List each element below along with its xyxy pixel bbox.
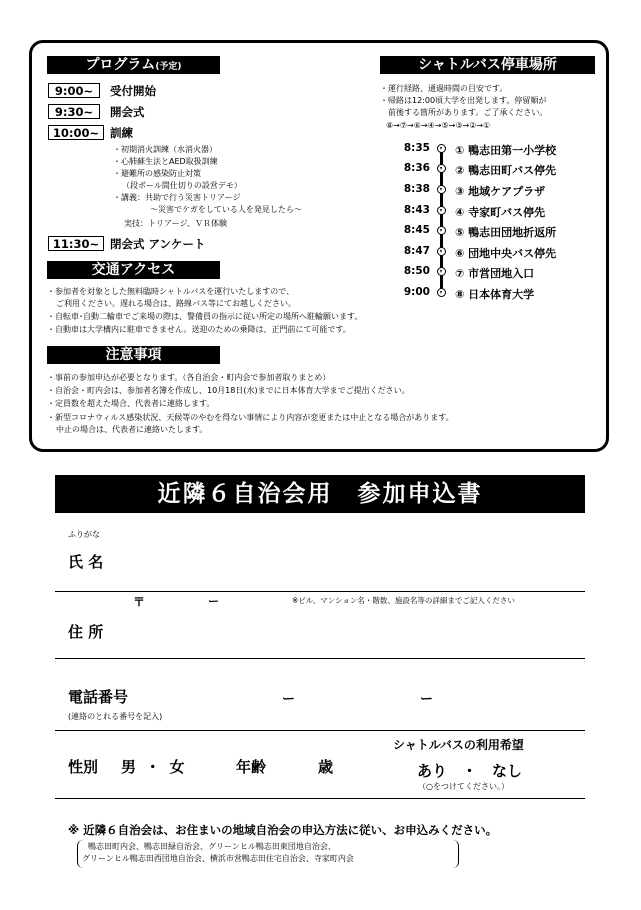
furigana-label: ふりがな bbox=[68, 530, 100, 539]
access-line-1: ・参加者を対象とした無料臨時シャトルバスを運行いたしますので、 bbox=[47, 287, 295, 296]
stop-time-8: 9:00 bbox=[403, 286, 430, 298]
program-item-3: 訓練 bbox=[110, 126, 133, 140]
phone-dash-2: ー bbox=[420, 692, 434, 707]
stop-name-3: ③ 地域ケアプラザ bbox=[455, 185, 546, 198]
access-line-3: ・自転車･自動二輪車でご来場の際は、警備員の指示に従い所定の場所へ駐輪願います。 bbox=[47, 312, 363, 321]
stop-time-7: 8:50 bbox=[403, 265, 430, 277]
gender-label: 性別 bbox=[68, 758, 99, 776]
notes-line-1: ・事前の参加申込が必要となります。（各自治会・町内会で参加者取りまとめ） bbox=[47, 373, 331, 382]
stop-marker-7 bbox=[437, 267, 446, 276]
phone-dash-1: ー bbox=[282, 692, 296, 707]
footer-note: ※ 近隣６自治会は、お住まいの地域自治会の申込方法に従い、お申込みください。 bbox=[68, 823, 498, 837]
name-row-divider bbox=[55, 591, 585, 592]
program-header bbox=[47, 56, 220, 74]
shuttle-use-label: シャトルバスの利用希望 bbox=[393, 738, 524, 752]
postal-dash: ー bbox=[208, 595, 219, 608]
stop-name-7: ⑦ 市営団地入口 bbox=[455, 267, 535, 280]
address-label: 住 所 bbox=[68, 623, 104, 641]
access-line-2: ご利用ください。遅れる場合は、路線バス等にてお越しください。 bbox=[56, 299, 296, 308]
training-detail-7: 実技：トリアージ、ＶＲ体験 bbox=[124, 219, 227, 228]
time-box-2: 9:30~ bbox=[48, 104, 100, 119]
stop-name-2: ② 鴨志田町バス停先 bbox=[455, 164, 557, 177]
stop-marker-3 bbox=[437, 185, 446, 194]
program-title: プログラム bbox=[85, 57, 156, 73]
shuttle-note-2: ・帰路は12:00頃大学を出発します。停留順が bbox=[380, 96, 547, 105]
address-note: ※ビル、マンション名・階数、施設名等の詳細までご記入ください bbox=[292, 596, 515, 605]
stop-marker-2 bbox=[437, 164, 446, 173]
training-detail-2: ・心肺蘇生法とAED取扱訓練 bbox=[113, 157, 218, 166]
notes-line-5: 中止の場合は、代表者に連絡いたします。 bbox=[56, 425, 208, 434]
shuttle-note-1: ・運行経路、通過時間の目安です。 bbox=[380, 84, 508, 93]
stop-marker-5 bbox=[437, 226, 446, 235]
program-item-4: 閉会式 アンケート bbox=[110, 237, 206, 251]
phone-label: 電話番号 bbox=[68, 688, 129, 706]
access-line-4: ・自動車は大学構内に駐車できません。送迎のための乗降は、正門前にて可能です。 bbox=[47, 325, 351, 334]
shuttle-use-options[interactable]: あり ・ なし bbox=[417, 762, 523, 780]
time-box-3: 10:00~ bbox=[48, 125, 104, 140]
program-item-2: 開会式 bbox=[110, 105, 145, 119]
training-detail-1: ・初期消火訓練（水消火器） bbox=[113, 145, 217, 154]
stop-time-2: 8:36 bbox=[403, 162, 430, 174]
program-item-1: 受付開始 bbox=[110, 84, 156, 98]
time-box-1: 9:00~ bbox=[48, 83, 100, 98]
gender-row-divider bbox=[55, 798, 585, 799]
stop-time-5: 8:45 bbox=[403, 224, 430, 236]
stop-marker-4 bbox=[437, 206, 446, 215]
postal-mark: 〒 bbox=[133, 595, 146, 609]
stop-name-8: ⑧ 日本体育大学 bbox=[455, 288, 535, 301]
stop-name-4: ④ 寺家町バス停先 bbox=[455, 206, 546, 219]
notes-line-4: ・新型コロナウィルス感染状況、天候等のやむを得ない事情により内容が変更または中止となる場合があります。 bbox=[47, 413, 454, 422]
age-unit: 歳 bbox=[318, 758, 334, 776]
training-detail-4: （段ボール間仕切りの設営デモ） bbox=[122, 181, 242, 190]
stop-time-4: 8:43 bbox=[403, 204, 430, 216]
program-title-note: (予定) bbox=[155, 62, 182, 72]
stop-marker-8 bbox=[437, 288, 446, 297]
shuttle-use-note: （○をつけてください。） bbox=[418, 782, 509, 791]
training-detail-3: ・避難所の感染防止対策 bbox=[113, 169, 201, 178]
phone-row-divider bbox=[55, 730, 585, 731]
gender-options[interactable]: 男 ・ 女 bbox=[121, 758, 185, 776]
shuttle-note-3: 前後する箇所があります。ご了承ください。 bbox=[388, 108, 548, 117]
stop-name-5: ⑤ 鴨志田団地折返所 bbox=[455, 226, 557, 239]
stop-marker-6 bbox=[437, 247, 446, 256]
training-detail-5: ・講義：共助で行う災害トリアージ bbox=[113, 193, 241, 202]
phone-note: (連絡のとれる番号を記入) bbox=[68, 712, 163, 721]
org-list-line-1: 鴨志田町内会、鴨志田緑自治会、グリーンヒル鴨志田東団地自治会、 bbox=[88, 842, 336, 851]
stop-time-3: 8:38 bbox=[403, 183, 430, 195]
access-header: 交通アクセス bbox=[47, 261, 220, 279]
notes-line-3: ・定員数を超えた場合、代表者に連絡します。 bbox=[47, 399, 215, 408]
notes-line-2: ・自治会・町内会は、参加者名簿を作成し、10月18日(水)までに日本体育大学までご提出ください。 bbox=[47, 386, 410, 395]
training-detail-6: ～災害でケガをしている人を発見したら～ bbox=[150, 205, 302, 214]
time-box-4: 11:30~ bbox=[48, 236, 104, 251]
address-row-divider bbox=[55, 658, 585, 659]
stop-name-6: ⑥ 団地中央バス停先 bbox=[455, 247, 557, 260]
stop-time-1: 8:35 bbox=[403, 142, 430, 154]
org-list-line-2: グリーンヒル鴨志田西団地自治会、横浜市営鴨志田住宅自治会、寺家町内会 bbox=[82, 854, 354, 863]
form-title: 近隣６自治会用 参加申込書 bbox=[55, 475, 585, 513]
stop-time-6: 8:47 bbox=[403, 245, 430, 257]
stop-marker-1 bbox=[437, 144, 446, 153]
notes-header: 注意事項 bbox=[47, 346, 220, 364]
shuttle-header: シャトルバス停車場所 bbox=[380, 56, 595, 74]
shuttle-route-order: ⑧→⑦→⑥→④→⑤→③→②→① bbox=[386, 121, 491, 130]
name-label: 氏 名 bbox=[68, 553, 104, 571]
age-label: 年齢 bbox=[236, 758, 267, 776]
stop-name-1: ① 鴨志田第一小学校 bbox=[455, 144, 557, 157]
